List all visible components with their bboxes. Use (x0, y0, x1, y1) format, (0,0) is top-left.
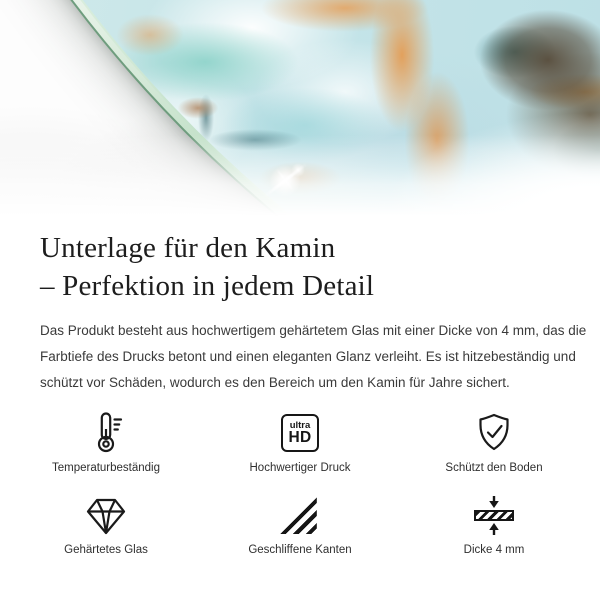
image-white-fade (0, 0, 600, 225)
feature-label: Hochwertiger Druck (249, 462, 351, 474)
feature-tempered-glass (16, 492, 196, 558)
feature-temperature-resistant (16, 410, 196, 476)
title-line-2: – Perfektion in jedem Detail (40, 270, 375, 302)
ultra-hd-icon (281, 410, 319, 456)
feature-label: Geschliffene Kanten (248, 544, 352, 556)
description-line: Farbtiefe des Drucks betont und einen eleganten Glanz verleiht. Es ist hitzebeständig und (40, 349, 576, 364)
uhd-badge-bottom: HD (288, 429, 312, 446)
feature-label: Temperaturbeständig (51, 462, 161, 474)
shield-check-icon (472, 410, 516, 456)
feature-label: Dicke 4 mm (463, 544, 525, 556)
diamond-icon (83, 492, 129, 538)
thermometer-icon (84, 410, 128, 456)
product-hero-image[interactable] (0, 0, 600, 225)
thickness-icon (474, 492, 514, 538)
page-title (40, 225, 560, 305)
feature-label: Gehärtetes Glas (64, 544, 148, 556)
description-line: schützt vor Schäden, wodurch es den Bereich um den Kamin für Jahre sichert. (40, 375, 510, 390)
feature-polished-edges (210, 492, 390, 558)
feature-label: Schützt den Boden (445, 462, 543, 474)
feature-grid (0, 410, 600, 558)
uhd-badge-top: ultra (289, 420, 311, 431)
description-section (0, 225, 600, 396)
light-glint-icon (291, 163, 305, 177)
description-line: Das Produkt besteht aus hochwertigem gehärtetem Glas mit einer Dicke von 4 mm, das die (40, 323, 587, 338)
feature-high-quality-print (210, 410, 390, 476)
feature-protects-floor (404, 410, 584, 476)
polished-edge-icon (280, 492, 320, 538)
product-description (40, 318, 587, 396)
feature-thickness (404, 492, 584, 558)
title-line-1: Unterlage für den Kamin (40, 232, 336, 264)
